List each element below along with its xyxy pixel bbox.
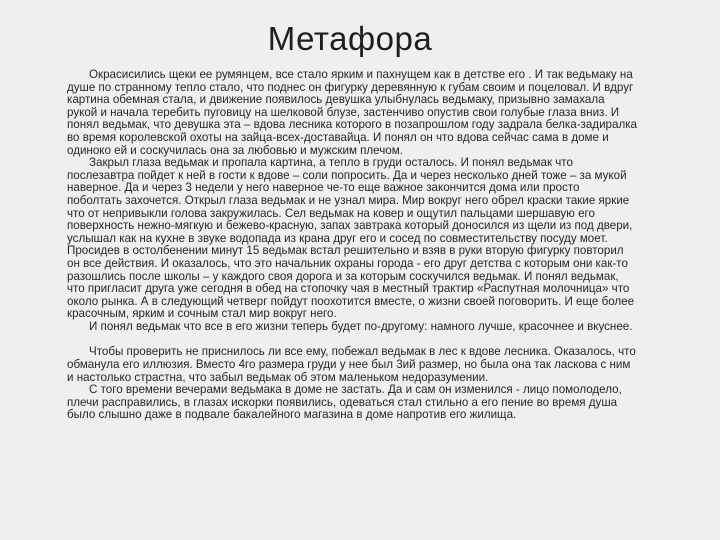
- body-paragraph: Чтобы проверить не приснилось ли все ему, побежал ведьмак в лес к вдове лесника. Оказалось, что обманула его иллюзия. Вместо 4го размера груди у нее был 3ий размер, но была она так ласкова с ним и настолько страстна, что забыл ведьмак об этом маленьком недоразумении.: [67, 345, 636, 384]
- body-paragraph: Закрыл глаза ведьмак и пропала картина, а тепло в груди осталось. И понял ведьмак что послезавтра пойдет к ней в гости к вдове – соли попросить. Да и через несколько дней тоже – за мукой наверное. Да и через 3 недели у него наверное че-то еще важное закончится дома или просто поболтать захочется. Открыл глаза ведьмак и не узнал мира. Мир вокруг него обрел краски такие яркие что от непривыкли голова закружилась. Сел ведьмак на ковер и ощутил пальцами шершавую его поверхность нежно-мягкую и бежево-красную, запах завтрака который доносился из щели из под двери, услышал как на кухне в звуке водопада из крана друг его и сосед по совместительству посуду моет. Просидев в остолбенении минут 15 ведьмак встал решительно и взяв в руки вторую фигурку повторил он все действия. И оказалось, что это начальник охраны города - его друг детства с которым они как-то разошлись после школы – у каждого своя дорога и за которым соскучился ведьмак. И понял ведьмак, что пригласит друга уже сегодня в обед на стопочку чая в местный трактир «Распутная молочница» что около рынка. А в следующий четверг пойдут поохотится вместе, о жизни своей поговорить. И еще более красочным, ярким и сочным стал мир вокруг него.: [67, 156, 635, 321]
- body-paragraph: Окрасисились щеки ее румянцем, все стало ярким и пахнущем как в детстве его . И так ведьмаку на душе по странному тепло стало, что поднес он фигурку деревянную к губам своим и поцеловал. И вдруг картина обемная стала, и движение появилось девушка улыбнулась ведьмаку, призывно замахала рукой и начала теребить пуговицу на шелковой блузе, застенчиво опустив свои голубые глаза вниз. И понял ведьмак, что девушка эта – вдова лесника которого в позапрошлом году задрала белка-задиралка во время королевской охоты на зайца-всех-доставайца. И понял он что вдова сейчас сама в доме и одиноко ей и соскучилась она за любовью и мужским плечом.: [67, 68, 637, 157]
- body-paragraph: С того времени вечерами ведьмака в доме не застать. Да и сам он изменился - лицо помолодело, плечи расправились, в глазах искорки появились, одеваться стал стильно а его пение во время душа было слышно даже в подвале бакалейного магазина в доме напротив его жилища.: [67, 383, 622, 422]
- slide-title: Метафора: [267, 20, 433, 57]
- body-paragraph: И понял ведьмак что все в его жизни теперь будет по-другому: намного лучше, красочнее и вкуснее.: [89, 319, 633, 333]
- slide-body: [67, 69, 637, 422]
